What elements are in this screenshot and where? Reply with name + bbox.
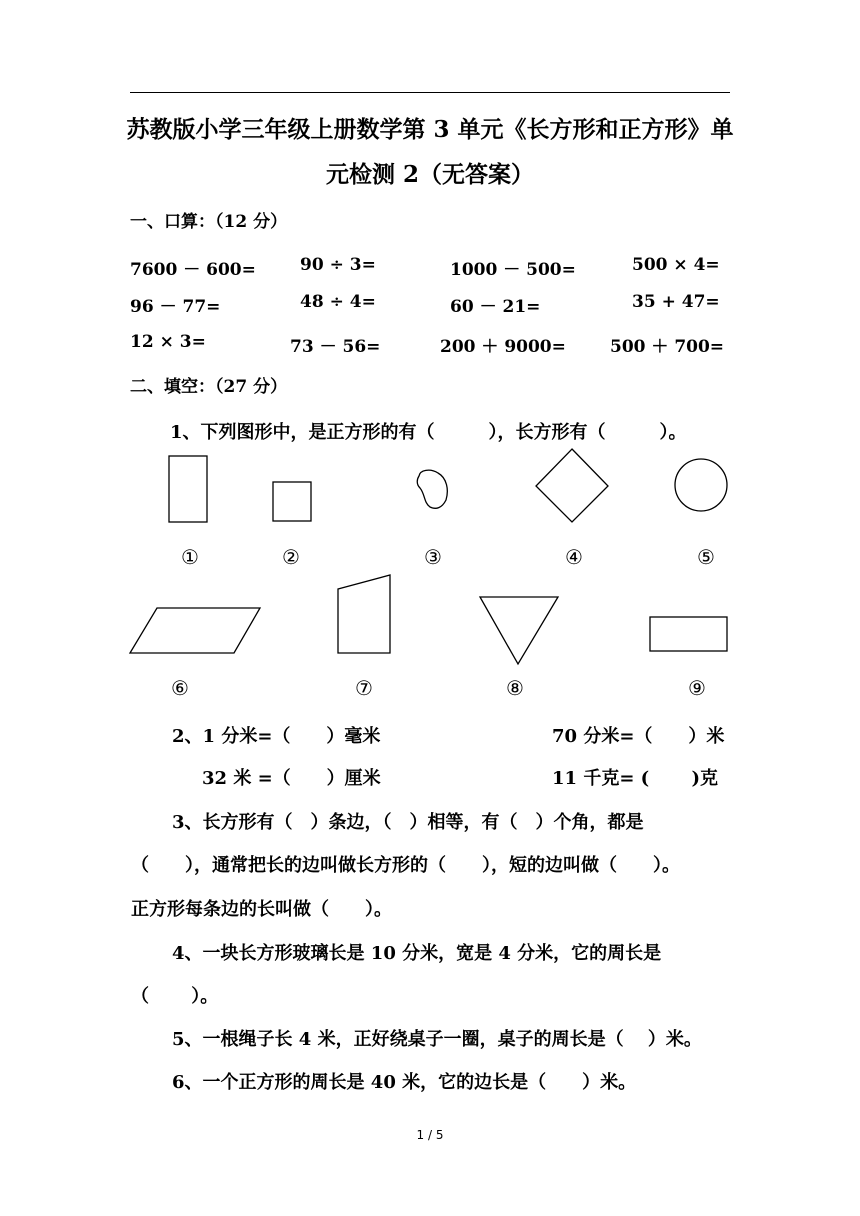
- diamond-shape: [536, 449, 608, 522]
- question-3-line-3: 正方形每条边的长叫做（ ）。: [131, 899, 392, 920]
- question-2c: 32 米 =（ ）厘米: [202, 768, 381, 789]
- question-3-line-1: 3、长方形有（ ）条边，（ ）相等，有（ ）个角，都是: [172, 812, 644, 833]
- irregular-blob-shape: [417, 470, 447, 508]
- shape-number: ⑨: [688, 676, 706, 700]
- question-2b: 70 分米=（ ）米: [552, 726, 725, 747]
- question-3-line-2: （ ），通常把长的边叫做长方形的（ ），短的边叫做（ ）。: [131, 855, 680, 876]
- question-4-line-1: 4、一块长方形玻璃长是 10 分米，宽是 4 分米，它的周长是: [172, 943, 662, 964]
- calc-item: 73 － 56=: [290, 337, 381, 357]
- calc-item: 35 + 47=: [632, 292, 720, 312]
- calc-item: 48 ÷ 4=: [300, 292, 376, 312]
- question-1: 1、下列图形中，是正方形的有（ ），长方形有（ ）。: [170, 422, 687, 443]
- calc-item: 90 ÷ 3=: [300, 255, 376, 275]
- square-shape: [273, 482, 311, 521]
- calc-item: 1000 － 500=: [450, 260, 576, 280]
- calc-item: 96 － 77=: [130, 297, 221, 317]
- question-2a: 2、1 分米=（ ）毫米: [172, 726, 381, 747]
- page-title-continued: 元检测 2（无答案）: [325, 161, 534, 188]
- trapezoid-shape: [338, 575, 390, 653]
- page-title: 苏教版小学三年级上册数学第 3 单元《长方形和正方形》单: [126, 116, 734, 143]
- calc-item: 500 × 4=: [632, 255, 720, 275]
- calc-item: 7600 － 600=: [130, 260, 256, 280]
- question-2d: 11 千克= ( )克: [552, 768, 718, 789]
- circle-shape: [675, 459, 727, 511]
- parallelogram-shape: [130, 608, 260, 653]
- calc-item: 60 － 21=: [450, 297, 541, 317]
- shape-number: ⑤: [697, 545, 715, 569]
- calc-item: 500 ＋ 700=: [610, 337, 725, 357]
- calc-item: 200 ＋ 9000=: [440, 337, 566, 357]
- shape-number: ⑦: [355, 676, 373, 700]
- wide-rectangle-shape: [650, 617, 727, 651]
- tall-rectangle-shape: [169, 456, 207, 522]
- triangle-shape: [480, 597, 558, 664]
- section-1-heading: 一、口算：（12 分）: [130, 212, 288, 232]
- question-5: 5、一根绳子长 4 米，正好绕桌子一圈，桌子的周长是（ ）米。: [172, 1029, 702, 1050]
- shape-number: ④: [565, 545, 583, 569]
- section-2-heading: 二、填空：（27 分）: [130, 377, 288, 397]
- calc-item: 12 × 3=: [130, 332, 206, 352]
- question-6: 6、一个正方形的周长是 40 米，它的边长是（ ）米。: [172, 1072, 637, 1093]
- shape-number: ②: [282, 545, 300, 569]
- page-number: 1 / 5: [416, 1128, 444, 1142]
- question-4-line-2: （ ）。: [131, 986, 219, 1007]
- shape-number: ③: [424, 545, 442, 569]
- shape-number: ⑧: [506, 676, 524, 700]
- shape-number: ①: [181, 545, 199, 569]
- shape-number: ⑥: [171, 676, 189, 700]
